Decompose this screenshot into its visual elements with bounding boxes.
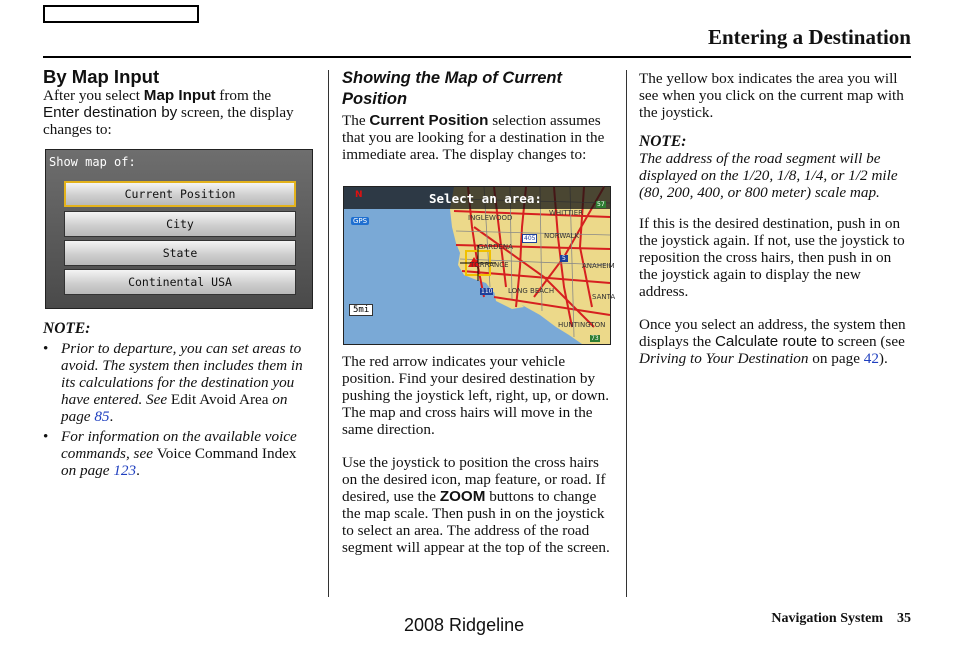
bullet-end: . — [136, 462, 140, 479]
paragraph-text: screen (see — [833, 333, 905, 350]
map-input-intro — [43, 87, 315, 138]
paragraph-text: ). — [878, 350, 888, 367]
paragraph-text: Once you select an address, the system then displays the — [639, 316, 906, 350]
menu-title: Show map of: — [49, 155, 136, 169]
map-label-whittier: WHITTIER — [549, 209, 584, 217]
paragraph-text: buttons to change the map scale. Then push in on the joystick to select an area. The address of the road segment will appear at the top of the screen. — [342, 488, 610, 556]
enter-destination-term: Enter destination by — [43, 104, 178, 121]
column-divider-2 — [626, 70, 627, 597]
joystick-paragraph — [342, 454, 614, 556]
footer-section: Navigation System — [771, 611, 883, 626]
calculate-route-term: Calculate route to — [714, 333, 834, 350]
page-link-42[interactable]: 42 — [863, 350, 879, 367]
paragraph-text: on page — [808, 350, 864, 367]
header-rule — [43, 56, 911, 58]
section-heading-map-input: By Map Input — [43, 66, 160, 87]
map-label-norwalk: NORWALK — [544, 232, 580, 240]
note-label: NOTE: — [639, 133, 687, 150]
current-position-intro — [342, 112, 614, 163]
bullet-text: on page — [61, 391, 288, 425]
footer-model: 2008 Ridgeline — [404, 615, 525, 635]
map-label-long-beach: LONG BEACH — [508, 287, 555, 295]
bullet-end: . — [109, 408, 114, 425]
show-map-of-screenshot — [45, 149, 313, 309]
highway-shield-5-icon: 5 — [562, 255, 566, 262]
select-area-map-screenshot — [343, 186, 616, 345]
map-scale: 5mi — [349, 304, 373, 316]
note-bullet-voice-commands — [43, 428, 315, 479]
column-divider-1 — [328, 70, 329, 597]
map-label-santa: SANTA — [592, 293, 616, 301]
intro-text: screen, the display changes to: — [43, 104, 294, 138]
intro-text: from the — [215, 87, 272, 104]
map-banner: Select an area: — [429, 191, 542, 206]
zoom-term: ZOOM — [439, 488, 486, 505]
bullet-dot: • — [43, 340, 49, 357]
intro-text: After you select — [43, 87, 144, 104]
map-label-torrance: TORRANCE — [470, 261, 509, 269]
highway-shield-57-icon: 57 — [597, 201, 605, 208]
bullet-ref-title: Edit Avoid Area — [170, 391, 269, 408]
paragraph-text: Use the joystick to position the cross hairs on the desired icon, map feature, or road. If desired, use the — [342, 454, 606, 505]
section-heading-current-position: Showing the Map of Current Position — [342, 69, 562, 108]
highway-shield-110-icon: 110 — [481, 288, 493, 295]
header-tab-box — [43, 5, 199, 23]
note-bullet-avoid-area — [43, 340, 315, 425]
column-2 — [342, 68, 614, 163]
note-label: NOTE: — [43, 320, 91, 337]
page-link-85[interactable]: 85 — [94, 408, 110, 425]
map-label-anaheim: ANAHEIM — [582, 262, 615, 270]
highway-shield-73-icon: 73 — [591, 335, 599, 342]
bullet-dot: • — [43, 428, 49, 445]
north-indicator-icon: N — [355, 190, 363, 200]
column-2-text — [342, 353, 614, 556]
gps-indicator: GPS — [353, 217, 368, 225]
vehicle-position-paragraph: The red arrow indicates your vehicle position. Find your desired destination by pushing the joystick left, right, up, or down. The map and cross hairs will move in the same direction. — [342, 353, 610, 438]
bullet-text: on page — [61, 462, 114, 479]
desired-destination-paragraph: If this is the desired destination, push in on the joystick again. If not, use the joystick to reposition the cross hairs, then push in on the joystick again to display the new address. — [639, 215, 905, 300]
bullet-ref-title: Voice Command Index — [156, 445, 297, 462]
intro-text: selection assumes that you are looking for a destination in the immediate area. The display changes to: — [342, 112, 605, 163]
calculate-route-paragraph — [639, 316, 911, 367]
menu-item-continental-usa[interactable]: Continental USA — [64, 269, 296, 295]
driving-destination-ref: Driving to Your Destination — [639, 350, 809, 367]
intro-text: The — [342, 112, 370, 129]
note-road-segment: The address of the road segment will be displayed on the 1/20, 1/8, 1/4, or 1/2 mile (80, 200, 400, or 800 meter) scale map. — [639, 150, 898, 201]
bullet-text: Prior to departure, you can set areas to avoid. The system then includes them in its calculations for the destination you have entered. See — [61, 340, 303, 408]
column-1-notes — [43, 320, 315, 479]
footer-page-info — [771, 611, 911, 627]
column-3 — [639, 70, 911, 367]
map-label-huntington: HUNTINGTON — [558, 321, 606, 329]
highway-shield-405-icon: 405 — [524, 235, 536, 242]
page-number: 35 — [897, 611, 911, 626]
page-title: Entering a Destination — [707, 25, 911, 49]
menu-item-state[interactable]: State — [64, 240, 296, 266]
menu-item-current-position[interactable]: Current Position — [64, 181, 296, 207]
bullet-text: For information on the available voice commands, see — [61, 428, 297, 462]
page-link-123[interactable]: 123 — [113, 462, 137, 479]
column-1 — [43, 68, 315, 138]
current-position-term: Current Position — [369, 112, 489, 129]
map-label-inglewood: INGLEWOOD — [468, 214, 513, 222]
yellow-box-paragraph: The yellow box indicates the area you will see when you click on the current map with the joystick. — [639, 70, 904, 121]
map-label-gardena: GARDENA — [478, 243, 513, 251]
menu-item-city[interactable]: City — [64, 211, 296, 237]
map-input-term: Map Input — [143, 87, 216, 104]
